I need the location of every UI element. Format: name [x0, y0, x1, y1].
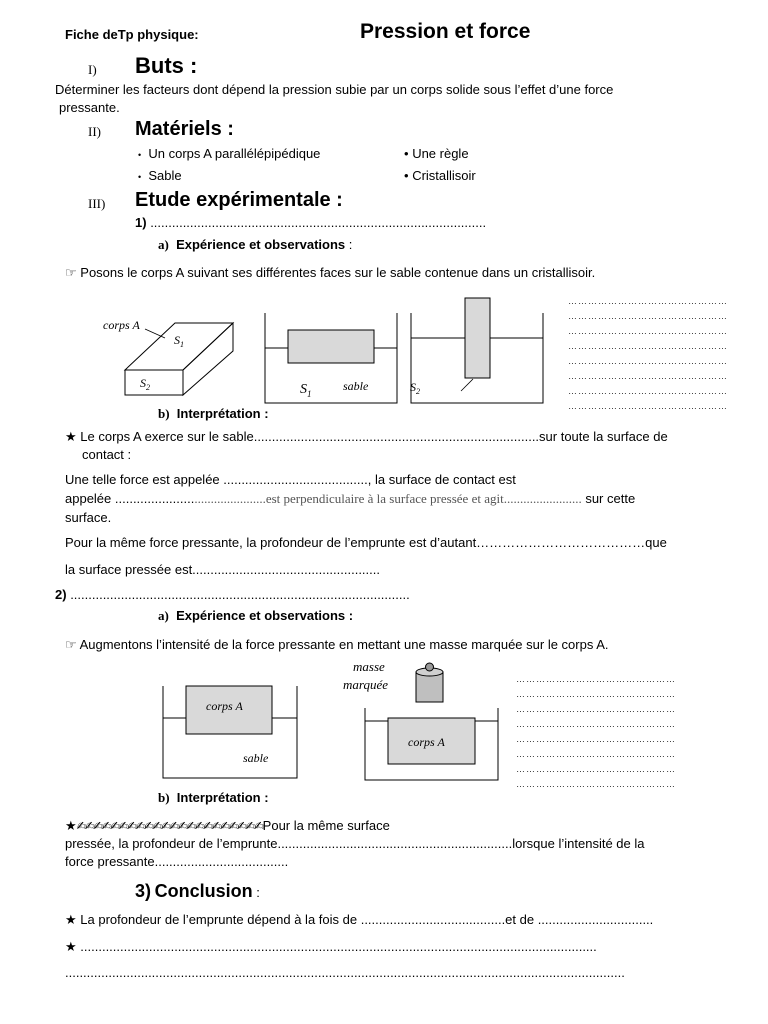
subsection-line: 1) ............................................................................................. — [135, 215, 487, 230]
answer-line: ………………………………………… — [568, 371, 728, 381]
answer-line: ………………………………………… — [516, 764, 676, 774]
sable-label: sable — [243, 751, 269, 765]
answer-line: ………………………………………… — [516, 749, 676, 759]
interpretation-line: appelée ............................................est perpendiculaire à la surface pressée et agit........................ sur cette — [65, 491, 636, 506]
answer-line: ………………………………………… — [516, 674, 676, 684]
marquee-label: marquée — [343, 677, 389, 692]
section-heading: Etude expérimentale : — [135, 189, 343, 211]
writing-hand-icons: ✍✍✍✍✍✍✍✍✍✍✍✍✍✍✍✍✍✍✍✍✍✍ — [76, 819, 263, 833]
section-number: I) — [88, 62, 97, 77]
answer-line: ………………………………………… — [516, 779, 676, 789]
conclusion-heading: 3) Conclusion : — [135, 881, 260, 901]
material-item: • Sable — [138, 168, 182, 183]
subsection-a-title: a) Expérience et observations : — [158, 608, 354, 623]
s1-label: $S_1$ — [174, 333, 184, 349]
section-heading: Buts : — [135, 53, 198, 78]
material-item: • Un corps A parallélépipédique — [138, 146, 321, 161]
block-standing — [465, 298, 490, 378]
weight-icon — [416, 663, 443, 702]
answer-line: ………………………………………… — [568, 311, 728, 321]
subsection-b-title: b) Interprétation : — [158, 790, 269, 805]
interpretation-line: surface. — [65, 510, 112, 525]
goal-text-line1: Déterminer les facteurs dont dépend la pression subie par un corps solide sous l’effet d’une force — [55, 82, 614, 97]
conclusion-line: ........................................................................................................................................................... — [65, 965, 625, 980]
corps-a-label: corps A — [206, 699, 243, 713]
answer-line: ………………………………………… — [568, 326, 728, 336]
answer-line: ………………………………………… — [568, 401, 728, 411]
instruction-2: ☞ Augmentons l’intensité de la force pressante en mettant une masse marquée sur le corps A. — [65, 637, 609, 652]
interpretation-line: pressée, la profondeur de l’emprunte.................................................................lorsque l’intensité de la — [65, 836, 645, 851]
masse-label: masse — [353, 659, 385, 674]
conclusion-line: ★ ............................................................................................................................................... — [65, 939, 597, 954]
goal-text-line2: pressante. — [59, 100, 120, 115]
subsection-line: 2) .............................................................................................. — [55, 587, 410, 602]
figure-1 — [95, 293, 555, 408]
answer-line: ………………………………………… — [568, 341, 728, 351]
interpretation-line: ★✍✍✍✍✍✍✍✍✍✍✍✍✍✍✍✍✍✍✍✍✍✍Pour la même surface — [65, 818, 390, 833]
sheet-label: Fiche deTp physique: — [65, 27, 199, 42]
sable-label: sable — [343, 379, 369, 393]
answer-line: ………………………………………… — [568, 356, 728, 366]
conclusion-line: ★ La profondeur de l’emprunte dépend à la fois de ........................................et de ................................ — [65, 912, 654, 927]
material-item: • Une règle — [404, 146, 469, 161]
section-number: III) — [88, 196, 106, 211]
answer-line: ………………………………………… — [568, 296, 728, 306]
page-title: Pression et force — [360, 20, 531, 43]
interpretation-line: Une telle force est appelée ........................................, la surface de contact est — [65, 472, 516, 487]
interpretation-line: force pressante..................................... — [65, 854, 289, 869]
material-item: • Cristallisoir — [404, 168, 476, 183]
corps-a-label-2: corps A — [408, 735, 445, 749]
interpretation-line: ★ Le corps A exerce sur le sable...............................................................................sur toute la surface de — [65, 429, 668, 444]
interpretation-line: Pour la même force pressante, la profondeur de l’emprunte est d’autant…………………………………que — [65, 535, 667, 550]
block-flat — [288, 330, 374, 363]
s1-label-2: $S_1$ — [300, 382, 312, 399]
answer-line: ………………………………………… — [516, 704, 676, 714]
instruction-1: ☞ Posons le corps A suivant ses différentes faces sur le sable contenue dans un cristallisoir. — [65, 265, 596, 280]
section-number: II) — [88, 124, 101, 139]
section-heading: Matériels : — [135, 118, 234, 140]
corps-a-label: corps A — [103, 318, 140, 332]
interpretation-line: contact : — [82, 447, 132, 462]
s2-label: $S_2$ — [140, 376, 150, 392]
answer-line: ………………………………………… — [516, 734, 676, 744]
s2-label-2: $S_2$ — [410, 380, 420, 396]
subsection-b-title: b) Interprétation : — [158, 406, 269, 421]
answer-line: ………………………………………… — [516, 689, 676, 699]
figure-2 — [150, 658, 510, 784]
answer-line: ………………………………………… — [568, 386, 728, 396]
answer-line: ………………………………………… — [516, 719, 676, 729]
interpretation-line: la surface pressée est.................................................... — [65, 562, 380, 577]
subsection-a-title: a) Expérience et observations : — [158, 237, 353, 252]
